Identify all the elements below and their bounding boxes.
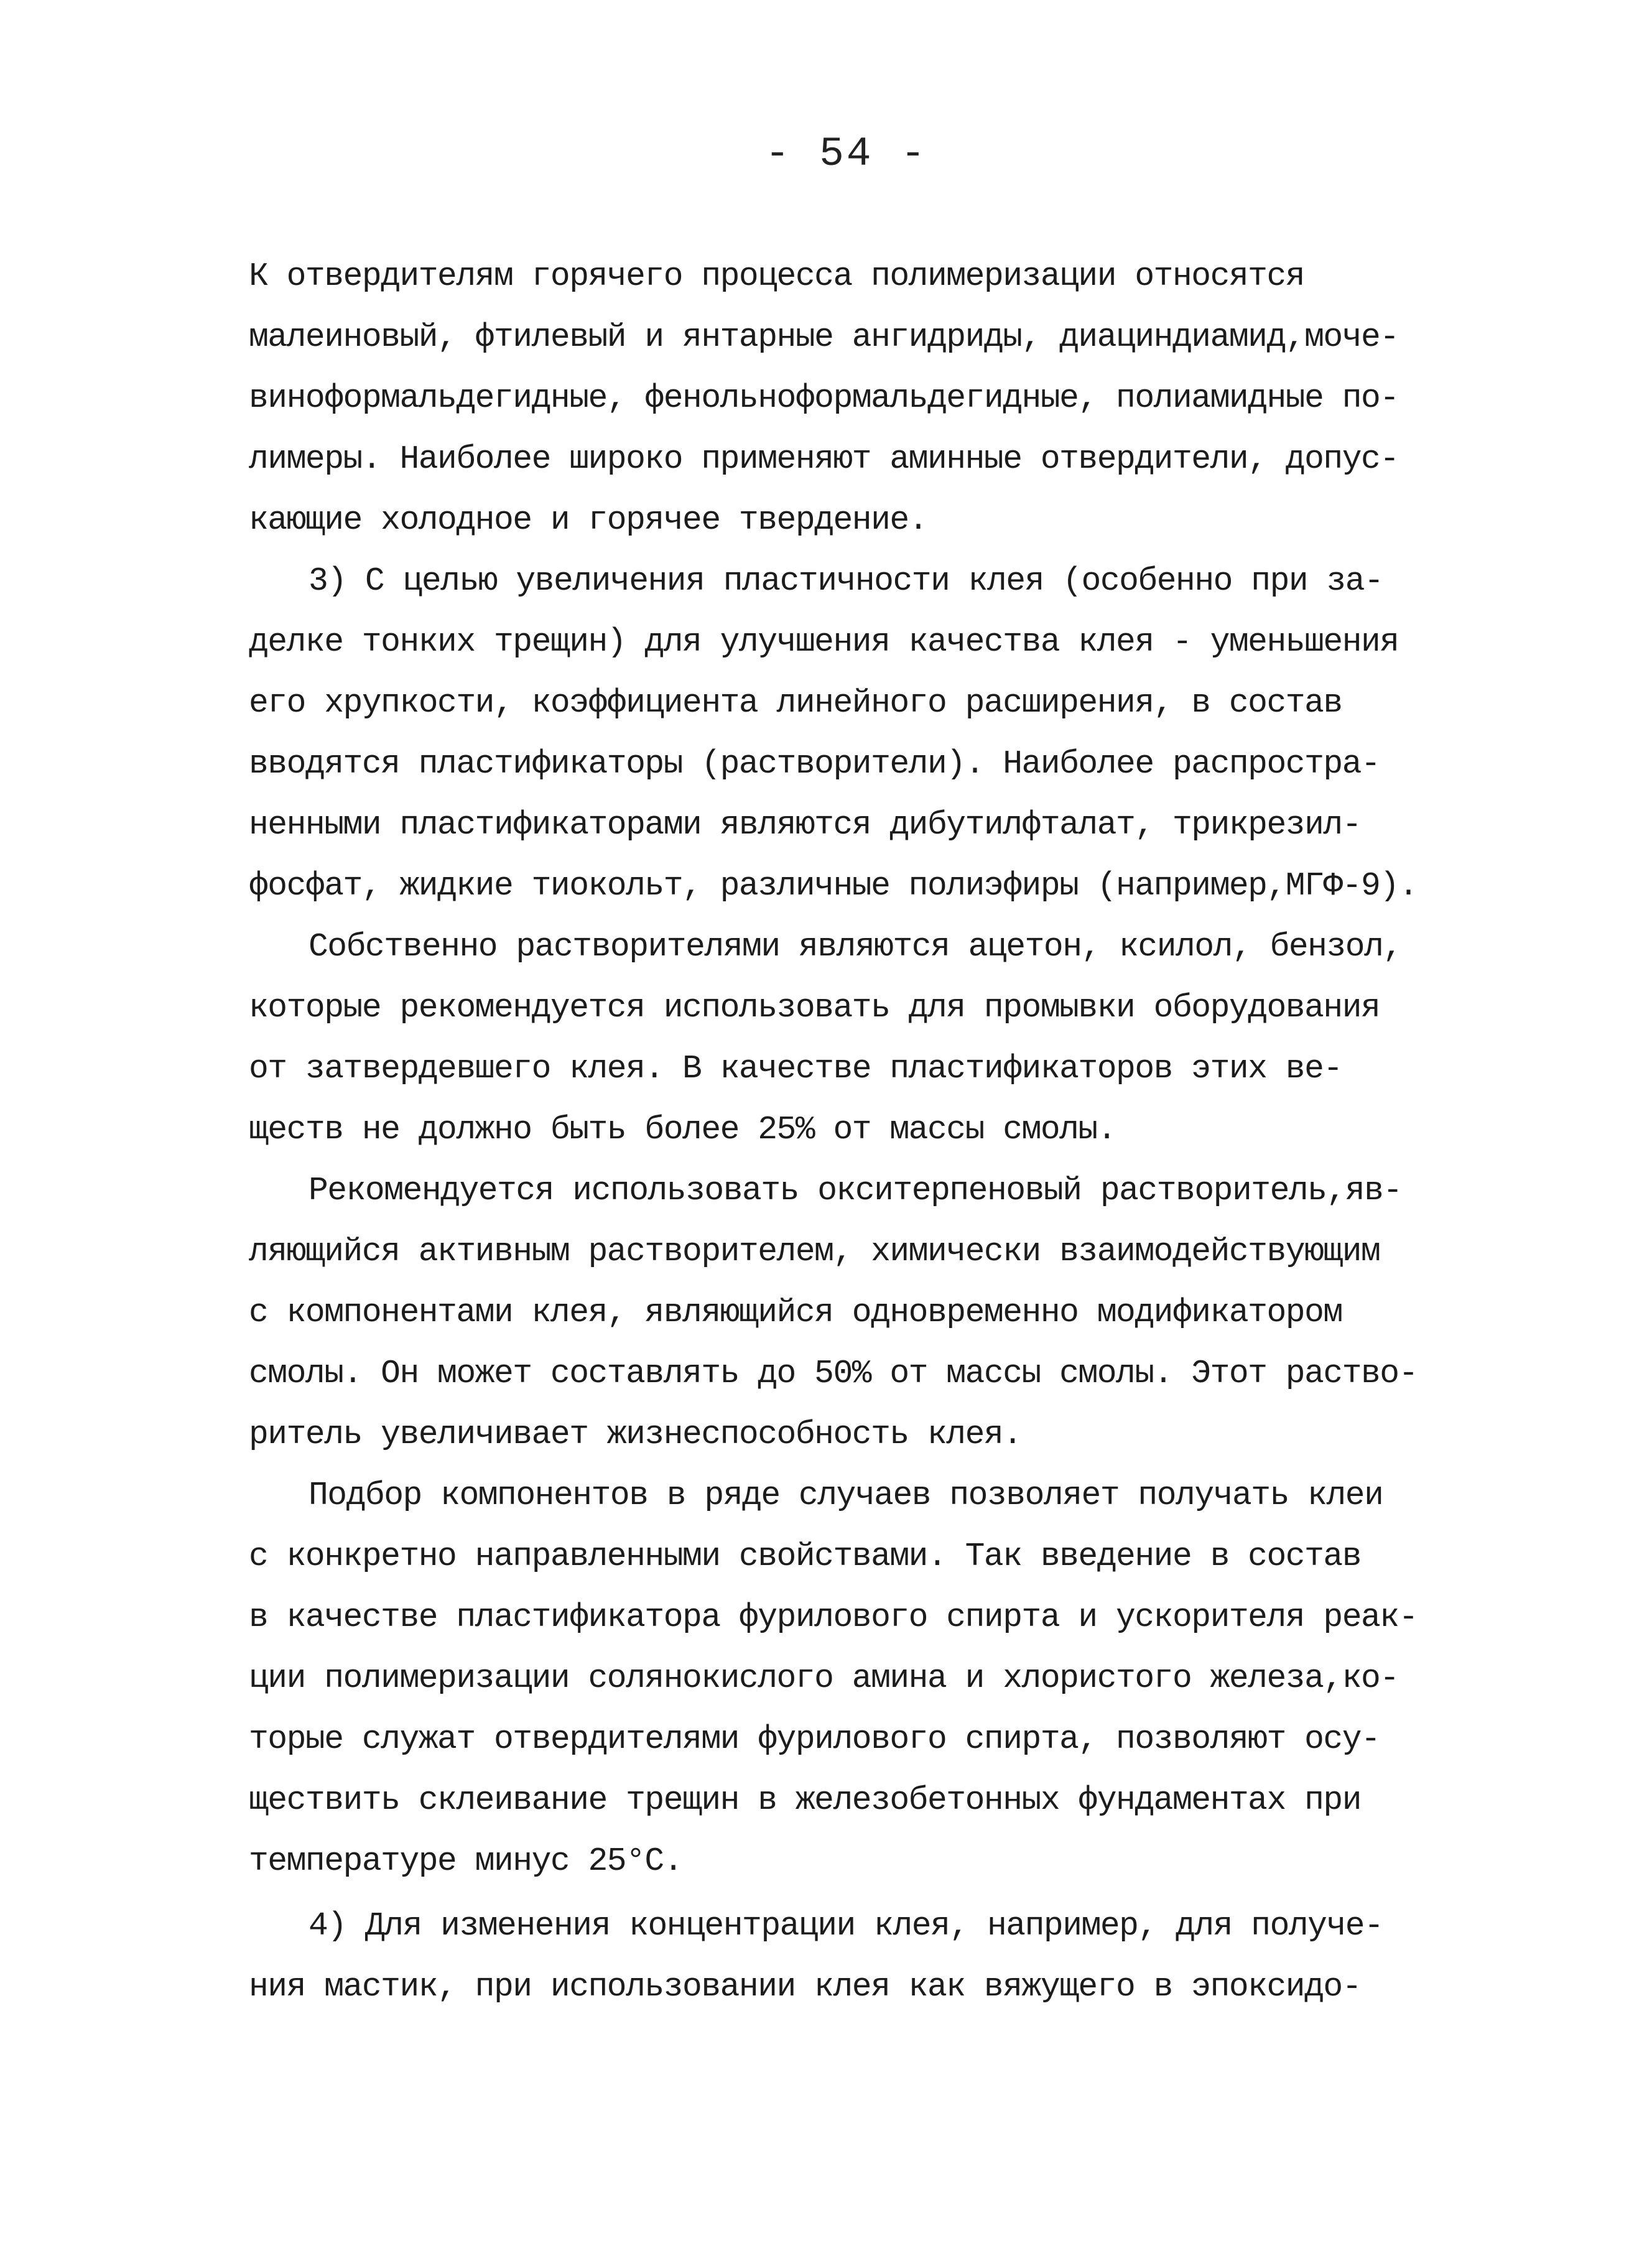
text-line: в качестве пластификатора фурилового спирта и ускорителя реак-	[249, 1599, 1418, 1636]
text-line: ненными пластификаторами являются дибутилфталат, трикрезил-	[249, 806, 1362, 843]
text-line: 3) С целью увеличения пластичности клея (особенно при за-	[309, 562, 1383, 600]
text-line: 4) Для изменения концентрации клея, например, для получе-	[309, 1907, 1383, 1944]
text-line: от затвердевшего клея. В качестве пластификаторов этих ве-	[249, 1050, 1342, 1087]
text-line: с компонентами клея, являющийся одновременно модификатором	[249, 1294, 1342, 1331]
text-line: температуре минус 25°С.	[249, 1842, 683, 1880]
text-line: фосфат, жидкие тиокольт, различные полиэфиры (например,МГФ-9).	[249, 867, 1418, 904]
text-line: ляющийся активным растворителем, химически взаимодействующим	[249, 1233, 1380, 1270]
text-line: его хрупкости, коэффициента линейного расширения, в состав	[249, 684, 1342, 722]
text-line: вводятся пластификаторы (растворители). Наиболее распростра-	[249, 745, 1380, 783]
text-line: малеиновый, фтилевый и янтарные ангидриды, диациндиамид,моче-	[249, 318, 1399, 356]
text-line: кающие холодное и горячее твердение.	[249, 501, 927, 539]
text-line: Рекомендуется использовать окситерпеновый растворитель,яв-	[309, 1172, 1402, 1209]
text-line: лимеры. Наиболее широко применяют аминные отвердители, допус-	[249, 440, 1399, 478]
text-line: ния мастик, при использовании клея как вяжущего в эпоксидо-	[249, 1968, 1362, 2005]
text-line: которые рекомендуется использовать для промывки оборудования	[249, 989, 1380, 1026]
text-line: Подбор компонентов в ряде случаев позволяет получать клеи	[309, 1477, 1383, 1514]
body-text	[249, 246, 1468, 2017]
text-line: виноформальдегидные, фенольноформальдегидные, полиамидные по-	[249, 379, 1399, 417]
text-line: Собственно растворителями являются ацетон, ксилол, бензол,	[309, 928, 1402, 965]
text-line: с конкретно направленными свойствами. Так введение в состав	[249, 1538, 1362, 1575]
text-line: ции полимеризации солянокислого амина и хлористого железа,ко-	[249, 1660, 1399, 1697]
text-line: торые служат отвердителями фурилового спирта, позволяют осу-	[249, 1721, 1380, 1758]
text-line: К отвердителям горячего процесса полимеризации относятся	[249, 258, 1305, 295]
text-line: ществ не должно быть более 25% от массы смолы.	[249, 1111, 1116, 1148]
text-line: ритель увеличивает жизнеспособность клея.	[249, 1416, 1022, 1453]
text-line: смолы. Он может составлять до 50% от массы смолы. Этот раство-	[249, 1355, 1418, 1392]
text-line: делке тонких трещин) для улучшения качества клея - уменьшения	[249, 623, 1399, 661]
text-line: ществить склеивание трещин в железобетонных фундаментах при	[249, 1781, 1362, 1819]
page-number: - 54 -	[765, 131, 928, 177]
